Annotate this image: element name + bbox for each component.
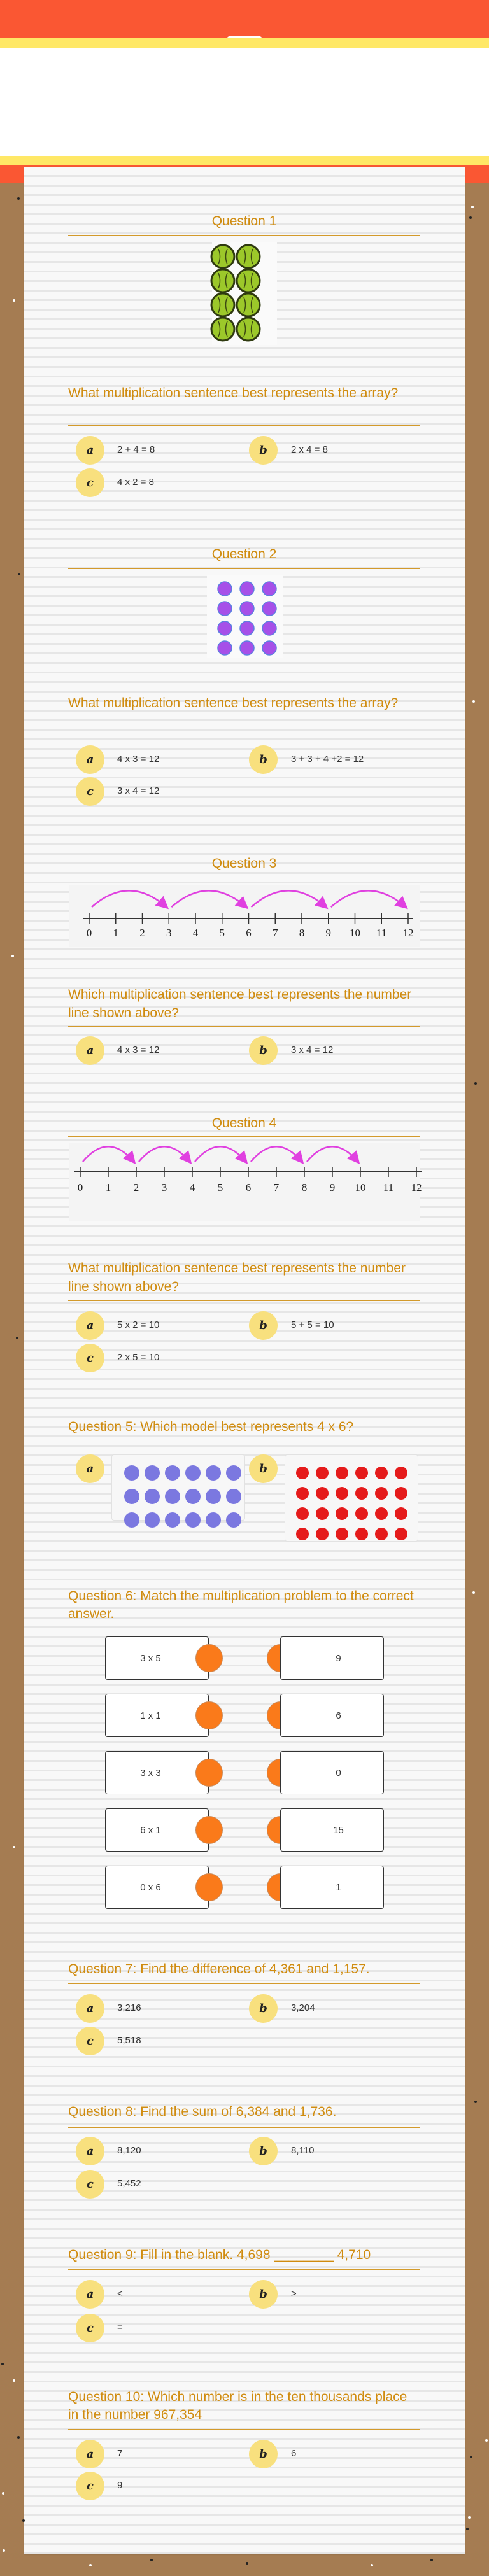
jump-arrow (251, 1146, 302, 1162)
option-letter-badge[interactable]: b (249, 1311, 278, 1340)
tennis-ball (211, 318, 234, 341)
match-problem[interactable]: 1 x 1 (105, 1694, 209, 1737)
option-letter-badge[interactable]: b (249, 1036, 278, 1065)
number-line-label: 2 (133, 1181, 139, 1193)
option-text[interactable]: 5,452 (117, 2178, 141, 2189)
question-title: Question 7: Find the difference of 4,361 and 1,157. (68, 1962, 370, 1976)
array-dot (218, 582, 232, 596)
board-dot (18, 573, 20, 575)
option-letter-badge[interactable]: b (249, 1454, 278, 1483)
question-prompt: What multiplication sentence best represents the number line shown above? (68, 1261, 406, 1294)
model-dot (165, 1489, 180, 1504)
model-dot (296, 1467, 309, 1479)
title-divider (68, 2269, 420, 2270)
option-letter-badge[interactable]: b (249, 2440, 278, 2468)
number-line-label: 6 (246, 927, 252, 939)
board-dot (22, 2519, 25, 2522)
number-line-figure (69, 1143, 420, 1221)
option-letter-badge[interactable]: a (76, 436, 104, 465)
number-line-label: 9 (325, 927, 331, 939)
tennis-ball (237, 245, 260, 268)
jump-arrow (252, 890, 326, 907)
board-dot (89, 2564, 92, 2566)
question-title: Question 1 (211, 214, 277, 229)
number-line-label: 6 (245, 1181, 252, 1193)
question-title: Question 4 (211, 1116, 277, 1130)
question-title: Question 6: Match the multiplication problem to the correct answer. (68, 1589, 414, 1621)
option-letter-badge[interactable]: a (76, 2280, 104, 2309)
array-dot (262, 582, 276, 596)
model-dot (226, 1512, 241, 1528)
jump-arrow (139, 1146, 190, 1162)
number-line-label: 4 (192, 927, 199, 939)
header-stripe-bottom (0, 156, 489, 165)
number-line-label: 10 (350, 927, 360, 939)
tennis-ball (211, 269, 234, 292)
board-dot (16, 1337, 18, 1339)
array-dot (240, 641, 254, 655)
option-text[interactable]: 5 + 5 = 10 (291, 1320, 334, 1330)
option-text[interactable]: 2 + 4 = 8 (117, 444, 155, 455)
board-dot (3, 2549, 5, 2552)
match-problem[interactable]: 6 x 1 (105, 1808, 209, 1852)
number-line-label: 12 (411, 1181, 422, 1193)
tennis-ball (211, 245, 234, 268)
model-dot (145, 1512, 160, 1528)
option-text[interactable]: 2 x 5 = 10 (117, 1352, 160, 1363)
number-line-label: 10 (355, 1181, 366, 1193)
model-dot (375, 1487, 388, 1500)
match-answer[interactable]: 9 (280, 1636, 384, 1680)
number-line-label: 5 (217, 1181, 223, 1193)
question-prompt: Which multiplication sentence best represents the number line shown above? (68, 987, 412, 1020)
option-letter-badge[interactable]: c (76, 2314, 104, 2342)
model-dot (185, 1465, 201, 1481)
tennis-ball (211, 293, 234, 316)
option-text[interactable]: 4 x 3 = 12 (117, 754, 160, 764)
option-letter-badge[interactable]: b (249, 2137, 278, 2165)
prompt-divider (68, 425, 420, 426)
board-dot (17, 2436, 20, 2439)
dot-array-model[interactable] (285, 1454, 418, 1542)
option-letter-badge[interactable]: c (76, 2472, 104, 2500)
option-letter-badge[interactable]: c (76, 1344, 104, 1372)
model-dot (316, 1487, 329, 1500)
title-divider (68, 2127, 420, 2128)
model-dot (165, 1465, 180, 1481)
board-dot (474, 1082, 477, 1085)
option-text[interactable]: 4 x 3 = 12 (117, 1045, 160, 1055)
option-letter-badge[interactable]: b (249, 1994, 278, 2023)
option-text[interactable]: 4 x 2 = 8 (117, 477, 154, 488)
tennis-ball (237, 269, 260, 292)
option-text[interactable]: = (117, 2322, 123, 2333)
dot-array-model[interactable] (111, 1454, 245, 1521)
board-dot (430, 2559, 433, 2561)
match-connector-left[interactable] (195, 1873, 223, 1901)
model-dot (336, 1528, 348, 1540)
board-dot (1, 2363, 4, 2365)
model-dot (355, 1467, 368, 1479)
model-dot (395, 1528, 408, 1540)
tennis-ball (237, 293, 260, 316)
model-dot (355, 1507, 368, 1520)
model-dot (316, 1467, 329, 1479)
jump-arrow (92, 890, 166, 907)
model-dot (226, 1465, 241, 1481)
match-answer[interactable]: 15 (280, 1808, 384, 1852)
jump-arrow (83, 1146, 134, 1162)
title-divider (68, 235, 420, 236)
option-letter-badge[interactable]: a (76, 745, 104, 774)
option-letter-badge[interactable]: a (76, 2440, 104, 2468)
option-text[interactable]: < (117, 2288, 123, 2299)
model-dot (124, 1465, 139, 1481)
option-text[interactable]: 7 (117, 2448, 123, 2459)
array-dot (240, 582, 254, 596)
board-dot (246, 2562, 248, 2565)
question-title: Question 3 (211, 856, 277, 871)
board-dot (371, 2564, 373, 2566)
match-answer[interactable]: 0 (280, 1751, 384, 1794)
array-dot (218, 621, 232, 635)
array-dot (262, 621, 276, 635)
match-connector-left[interactable] (195, 1701, 223, 1729)
model-dot (336, 1487, 348, 1500)
board-dot (13, 299, 15, 302)
option-letter-badge[interactable]: a (76, 2137, 104, 2165)
title-divider (68, 2429, 420, 2430)
board-dot (474, 2101, 477, 2103)
number-line-label: 0 (86, 927, 92, 939)
model-dot (375, 1528, 388, 1540)
number-line-label: 7 (273, 1181, 280, 1193)
option-letter-badge[interactable]: b (249, 2280, 278, 2309)
model-dot (185, 1512, 201, 1528)
option-letter-badge[interactable]: a (76, 1454, 104, 1483)
option-letter-badge[interactable]: a (76, 1036, 104, 1065)
match-connector-left[interactable] (195, 1644, 223, 1672)
array-dot (262, 641, 276, 655)
number-line-label: 11 (383, 1181, 394, 1193)
option-letter-badge[interactable]: a (76, 1311, 104, 1340)
model-dot (145, 1489, 160, 1504)
header-banner (0, 0, 489, 38)
question-prompt: What multiplication sentence best represents the array? (68, 696, 399, 710)
model-dot (296, 1528, 309, 1540)
model-dot (375, 1467, 388, 1479)
jump-arrow (307, 1146, 358, 1162)
number-line-label: 4 (189, 1181, 195, 1193)
array-dot (218, 641, 232, 655)
option-letter-badge[interactable]: b (249, 436, 278, 465)
array-dot (240, 602, 254, 616)
question-title: Question 10: Which number is in the ten thousands place in the number 967,354 (68, 2389, 408, 2422)
model-dot (375, 1507, 388, 1520)
number-line-label: 2 (139, 927, 145, 939)
board-dot (469, 216, 472, 219)
array-dot (240, 621, 254, 635)
option-text[interactable]: 8,120 (117, 2145, 141, 2156)
option-letter-badge[interactable]: c (76, 2027, 104, 2055)
match-problem[interactable]: 3 x 5 (105, 1636, 209, 1680)
prompt-divider (68, 1026, 420, 1027)
option-letter-badge[interactable]: a (76, 1994, 104, 2023)
model-dot (124, 1512, 139, 1528)
option-text[interactable]: 3,216 (117, 2002, 141, 2013)
option-letter-badge[interactable]: c (76, 777, 104, 806)
tennis-ball-array (212, 242, 277, 345)
title-divider (68, 568, 420, 569)
jump-arrow (331, 890, 406, 907)
array-dot (218, 602, 232, 616)
model-dot (185, 1489, 201, 1504)
model-dot (336, 1467, 348, 1479)
model-dot (206, 1465, 221, 1481)
number-line-label: 8 (299, 927, 305, 939)
question-prompt: What multiplication sentence best represents the array? (68, 386, 399, 400)
option-text[interactable]: 2 x 4 = 8 (291, 444, 328, 455)
option-text[interactable]: 5 x 2 = 10 (117, 1320, 160, 1330)
model-dot (124, 1489, 139, 1504)
number-line-label: 1 (113, 927, 118, 939)
model-dot (395, 1487, 408, 1500)
board-dot (150, 2559, 153, 2561)
model-dot (395, 1507, 408, 1520)
option-text[interactable]: 5,518 (117, 2035, 141, 2046)
model-dot (336, 1507, 348, 1520)
match-connector-left[interactable] (195, 1816, 223, 1844)
option-text[interactable]: 3,204 (291, 2002, 315, 2013)
board-dot (466, 2528, 469, 2530)
jump-arrow (195, 1146, 246, 1162)
option-letter-badge[interactable]: b (249, 745, 278, 774)
question-title: Question 8: Find the sum of 6,384 and 1,736. (68, 2104, 337, 2119)
board-dot (17, 197, 20, 200)
option-text[interactable]: 3 x 4 = 12 (291, 1045, 334, 1055)
match-connector-left[interactable] (195, 1759, 223, 1787)
board-dot (11, 955, 14, 957)
model-dot (296, 1507, 309, 1520)
header-title-area (0, 48, 489, 156)
number-line-label: 8 (301, 1181, 308, 1193)
board-dot (13, 2379, 15, 2382)
model-dot (226, 1489, 241, 1504)
number-line-label: 11 (376, 927, 387, 939)
number-line-figure (69, 885, 420, 947)
number-line-label: 3 (161, 1181, 167, 1193)
dot-array (207, 575, 283, 658)
model-dot (355, 1528, 368, 1540)
option-text[interactable]: 8,110 (291, 2145, 315, 2156)
array-dot (262, 602, 276, 616)
option-text[interactable]: 9 (117, 2480, 123, 2491)
board-dot (470, 2456, 472, 2458)
match-problem[interactable]: 0 x 6 (105, 1866, 209, 1909)
board-dot (485, 2439, 488, 2442)
option-text[interactable]: 3 + 3 + 4 +2 = 12 (291, 754, 364, 764)
prompt-divider (68, 1300, 420, 1301)
number-line-label: 9 (329, 1181, 336, 1193)
question-title: Question 5: Which model best represents 4 x 6? (68, 1419, 354, 1434)
jump-arrow (171, 890, 246, 907)
model-dot (316, 1528, 329, 1540)
board-dot (472, 700, 475, 703)
match-answer[interactable]: 1 (280, 1866, 384, 1909)
option-text[interactable]: > (291, 2288, 297, 2299)
board-dot (472, 1591, 475, 1594)
number-line-label: 12 (402, 927, 414, 939)
option-letter-badge[interactable]: c (76, 468, 104, 497)
option-text[interactable]: 6 (291, 2448, 297, 2459)
title-divider (68, 1136, 420, 1137)
number-line-label: 1 (105, 1181, 111, 1193)
model-dot (355, 1487, 368, 1500)
model-dot (395, 1467, 408, 1479)
option-text[interactable]: 3 x 4 = 12 (117, 785, 160, 796)
number-line-label: 7 (273, 927, 278, 939)
model-dot (206, 1489, 221, 1504)
title-divider (68, 1983, 420, 1984)
tennis-ball (237, 318, 260, 341)
board-dot (13, 1846, 15, 1848)
model-dot (165, 1512, 180, 1528)
match-answer[interactable]: 6 (280, 1694, 384, 1737)
model-dot (316, 1507, 329, 1520)
number-line-label: 0 (77, 1181, 83, 1193)
question-title: Question 2 (211, 547, 277, 561)
board-dot (468, 2516, 471, 2519)
model-dot (206, 1512, 221, 1528)
model-dot (145, 1465, 160, 1481)
header-stripe-top (0, 38, 489, 48)
option-letter-badge[interactable]: c (76, 2170, 104, 2199)
question-title: Question 9: Fill in the blank. 4,698 ________ 4,710 (68, 2248, 371, 2262)
number-line-label: 3 (166, 927, 172, 939)
number-line-label: 5 (219, 927, 225, 939)
model-dot (296, 1487, 309, 1500)
board-dot (471, 206, 474, 208)
board-dot (2, 2492, 4, 2495)
match-problem[interactable]: 3 x 3 (105, 1751, 209, 1794)
